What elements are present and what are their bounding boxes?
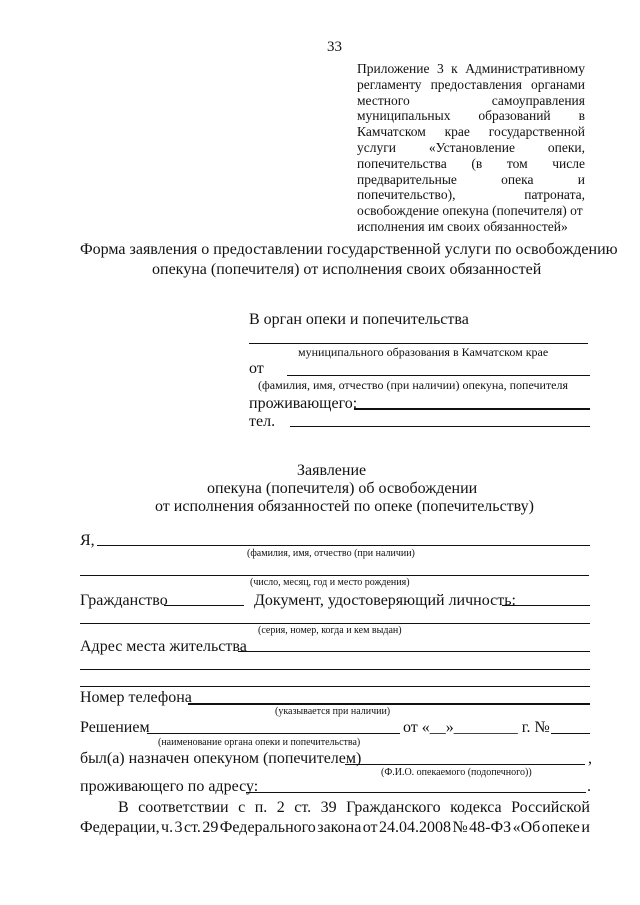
address-line-2 [80, 669, 590, 670]
fio-caption: (фамилия, имя, отчество (при наличии) [247, 548, 415, 559]
decision-label: Решением [80, 719, 150, 736]
ward-caption: (Ф.И.О. опекаемого (подопечного)) [381, 767, 532, 778]
address-line-1 [238, 651, 590, 652]
appendix-word: самоуправления [491, 92, 585, 108]
legal-word: В [118, 799, 129, 816]
appendix-line [357, 62, 585, 76]
authority-caption: (наименование органа опеки и попечительства) [158, 737, 361, 748]
i-label: Я, [80, 532, 95, 549]
appendix-word: муниципальных [357, 108, 451, 124]
citizenship-line [164, 605, 244, 606]
legal-word: № [452, 819, 468, 836]
appendix-word: Административному [465, 61, 585, 76]
applicant-fio-caption: (фамилия, имя, отчество (при наличии) опекуна, попечителя [258, 378, 569, 392]
appendix-word: том [506, 155, 528, 171]
id-details-line [80, 623, 590, 624]
appendix-word: освобождение опекуна (попечителя) от [357, 203, 583, 219]
addressee-to-label: В орган опеки и попечительства [249, 311, 469, 328]
appendix-word: (в [471, 155, 483, 171]
appendix-line [357, 125, 585, 139]
appendix-word: местного [357, 92, 410, 108]
decision-number-line [551, 733, 590, 734]
decision-date-number: от «__»________ г. № [403, 719, 550, 736]
appendix-word: патроната, [524, 187, 585, 203]
appendix-word: опеки, [547, 140, 585, 155]
phone-line [188, 703, 590, 705]
legal-word: Федерального [219, 819, 316, 836]
ward-comma: , [588, 750, 592, 767]
appendix-word: и [577, 171, 585, 187]
legal-word: 3 [174, 819, 183, 836]
appendix-word: предварительные [357, 171, 457, 187]
applicant-name-line [287, 375, 590, 376]
legal-line-2 [80, 820, 590, 836]
id-caption: (серия, номер, когда и кем выдан) [258, 625, 402, 636]
appendix-line [357, 78, 585, 92]
decision-authority-line [147, 733, 400, 734]
legal-word: Гражданского [346, 799, 441, 816]
appendix-line [357, 188, 585, 202]
appendix-line [357, 204, 583, 218]
legal-word: ст. [294, 799, 312, 816]
appendix-word: услуги [357, 140, 396, 155]
addressee-from-label: от [249, 360, 264, 377]
statement-title-line3: от исполнения обязанностей по опеке (попечительству) [155, 498, 535, 515]
form-title-line1: Форма заявления о предоставлении государственной услуги по освобождению [80, 241, 618, 258]
id-document-label: Документ, удостоверяющий личность: [254, 592, 516, 609]
appendix-word: попечительство), [357, 187, 456, 203]
appendix-word: органами [530, 76, 585, 92]
appendix-line [357, 173, 585, 187]
legal-word: и [581, 819, 590, 836]
appendix-word: предоставления [430, 76, 522, 92]
legal-word: соответствии [138, 799, 229, 816]
address-label: Адрес места жительства [80, 638, 247, 655]
legal-word: п. [254, 799, 268, 816]
legal-word: Федерации, [80, 819, 160, 836]
statement-title-line1: Заявление [297, 462, 367, 479]
appendix-line [357, 94, 585, 108]
appendix-word: 3 [436, 61, 444, 76]
legal-word: 29 [202, 819, 219, 836]
appendix-word: исполнения им своих обязанностей» [357, 219, 568, 234]
appendix-word: в [578, 108, 585, 124]
legal-word: 2 [276, 799, 285, 816]
ward-address-label: проживающего по адресу: [80, 778, 259, 795]
phone-label: Номер телефона [80, 689, 192, 706]
page-number: 33 [327, 39, 342, 55]
address-line-3 [80, 686, 590, 687]
fio-line [97, 545, 590, 546]
legal-word: 39 [320, 799, 337, 816]
appendix-word: опека [501, 171, 534, 187]
appendix-line [357, 220, 568, 234]
legal-word: ст. [183, 819, 201, 836]
legal-word: закона [317, 819, 362, 836]
tel-label: тел. [249, 413, 276, 430]
appendix-word: к [451, 61, 458, 76]
ward-address-period: . [587, 778, 591, 795]
appendix-word: попечительства [357, 155, 447, 171]
appendix-line [357, 109, 585, 123]
legal-word: с [238, 799, 246, 816]
legal-word: опеке [541, 819, 580, 836]
legal-word: кодекса [450, 799, 502, 816]
tel-line [290, 426, 590, 427]
appendix-word: «Установление [428, 140, 515, 155]
legal-word: 24.04.2008 [378, 819, 451, 836]
birth-caption: (число, месяц, год и место рождения) [250, 577, 410, 588]
legal-word: Российской [511, 799, 590, 816]
appendix-line [357, 157, 585, 171]
municipality-line [249, 343, 588, 344]
id-document-line [502, 605, 590, 606]
legal-word: «Об [512, 819, 541, 836]
form-title-line2: опекуна (попечителя) от исполнения своих обязанностей [152, 261, 542, 278]
phone-caption: (указывается при наличии) [275, 706, 391, 717]
appendix-word: Приложение [357, 61, 430, 76]
appendix-word: Камчатском [357, 124, 426, 140]
statement-title-line2: опекуна (попечителя) об освобождении [207, 480, 478, 497]
citizenship-label: Гражданство [80, 592, 168, 609]
residing-label: проживающего: [249, 395, 358, 412]
appendix-word: крае [444, 124, 470, 140]
appendix-word: образований [478, 108, 551, 124]
appointed-label: был(а) назначен опекуном (попечителем) [80, 750, 362, 767]
birth-line [80, 575, 589, 576]
ward-address-line [246, 792, 586, 793]
appendix-line [357, 141, 585, 155]
appendix-word: регламенту [357, 76, 422, 92]
legal-word: от [362, 819, 378, 836]
legal-line-1 [118, 800, 590, 816]
appendix-word: государственной [488, 124, 585, 140]
appendix-word: числе [552, 155, 585, 171]
residing-line [354, 408, 590, 410]
municipality-caption: муниципального образования в Камчатском крае [298, 345, 549, 359]
legal-word: 48-ФЗ [469, 819, 512, 836]
ward-name-line [345, 764, 585, 765]
legal-word: ч. [161, 819, 174, 836]
